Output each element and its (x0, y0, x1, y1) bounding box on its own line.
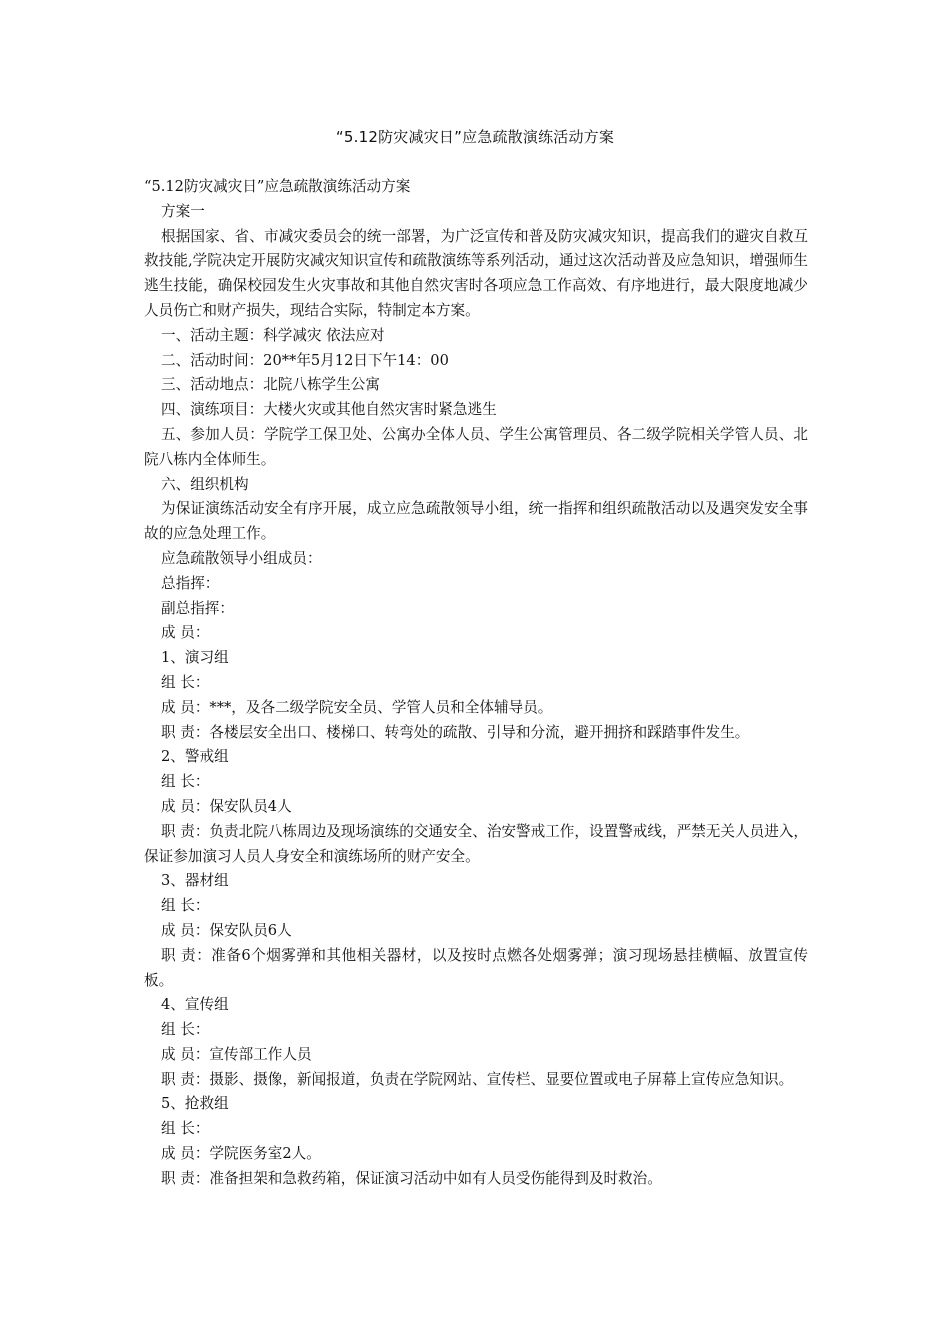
paragraph: 方案一 (161, 202, 205, 220)
paragraph: “5.12防灾减灾日”应急疏散演练活动方案 (144, 178, 411, 195)
paragraph: 三、活动地点：北院八栋学生公寓 (161, 376, 380, 394)
paragraph: 职 责：各楼层安全出口、楼梯口、转弯处的疏散、引导和分流，避开拥挤和踩踏事件发生。 (161, 723, 750, 741)
paragraph: 4、宣传组 (161, 996, 229, 1014)
paragraph: 组 长： (161, 773, 210, 791)
paragraph: 成 员：宣传部工作人员 (161, 1045, 312, 1063)
paragraph: 成 员：***，及各二级学院安全员、学管人员和全体辅导员。 (161, 698, 553, 716)
paragraph: 职 责：准备担架和急救药箱，保证演习活动中如有人员受伤能得到及时救治。 (161, 1169, 662, 1187)
paragraph: 二、活动时间：20**年5月12日下午14：00 (161, 351, 449, 369)
paragraph: 成 员：保安队员4人 (161, 797, 292, 815)
paragraph: 四、演练项目：大楼火灾或其他自然灾害时紧急逃生 (161, 401, 497, 419)
paragraph: 成 员： (161, 624, 210, 642)
paragraph: 根据国家、省、市减灾委员会的统一部署，为广泛宣传和普及防灾减灾知识，提高我们的避灾自救互救技能,学院决定开展防灾减灾知识宣传和疏散演练等系列活动，通过这次活动普及应急知识，增强师生逃生技能，确保校园发生火灾事故和其他自然灾害时各项应急工作高效、有序地进行，最大限度地减少人员伤亡和财产损失，现结合实际，特制定本方案。 (144, 227, 808, 319)
paragraph: 组 长： (161, 897, 210, 915)
paragraph: 成 员：保安队员6人 (161, 921, 292, 939)
paragraph: 职 责：准备6个烟雾弹和其他相关器材，以及按时点燃各处烟雾弹；演习现场悬挂横幅、放置宣传板。 (144, 946, 808, 989)
document-body (144, 175, 808, 1192)
paragraph: 组 长： (161, 1120, 210, 1138)
paragraph: 成 员：学院医务室2人。 (161, 1145, 321, 1163)
paragraph: 一、活动主题：科学减灾 依法应对 (161, 326, 385, 344)
paragraph: 2、警戒组 (161, 748, 229, 766)
paragraph: 应急疏散领导小组成员： (161, 549, 322, 567)
paragraph: 1、演习组 (161, 649, 229, 667)
paragraph: 组 长： (161, 673, 210, 691)
paragraph: 职 责：负责北院八栋周边及现场演练的交通安全、治安警戒工作，设置警戒线，严禁无关人员进入，保证参加演习人员人身安全和演练场所的财产安全。 (144, 822, 808, 865)
document-title: “5.12防灾减灾日”应急疏散演练活动方案 (335, 128, 615, 146)
paragraph: 总指挥： (161, 574, 220, 592)
paragraph: 组 长： (161, 1021, 210, 1039)
paragraph: 副总指挥： (161, 599, 234, 617)
paragraph: 为保证演练活动安全有序开展，成立应急疏散领导小组，统一指挥和组织疏散活动以及遇突发安全事故的应急处理工作。 (144, 500, 808, 543)
paragraph: 五、参加人员：学院学工保卫处、公寓办全体人员、学生公寓管理员、各二级学院相关学管人员、北院八栋内全体师生。 (144, 425, 808, 468)
paragraph: 职 责：摄影、摄像，新闻报道，负责在学院网站、宣传栏、显要位置或电子屏幕上宣传应急知识。 (161, 1070, 794, 1088)
paragraph: 六、组织机构 (161, 475, 249, 493)
paragraph: 3、器材组 (161, 872, 229, 890)
paragraph: 5、抢救组 (161, 1095, 229, 1113)
